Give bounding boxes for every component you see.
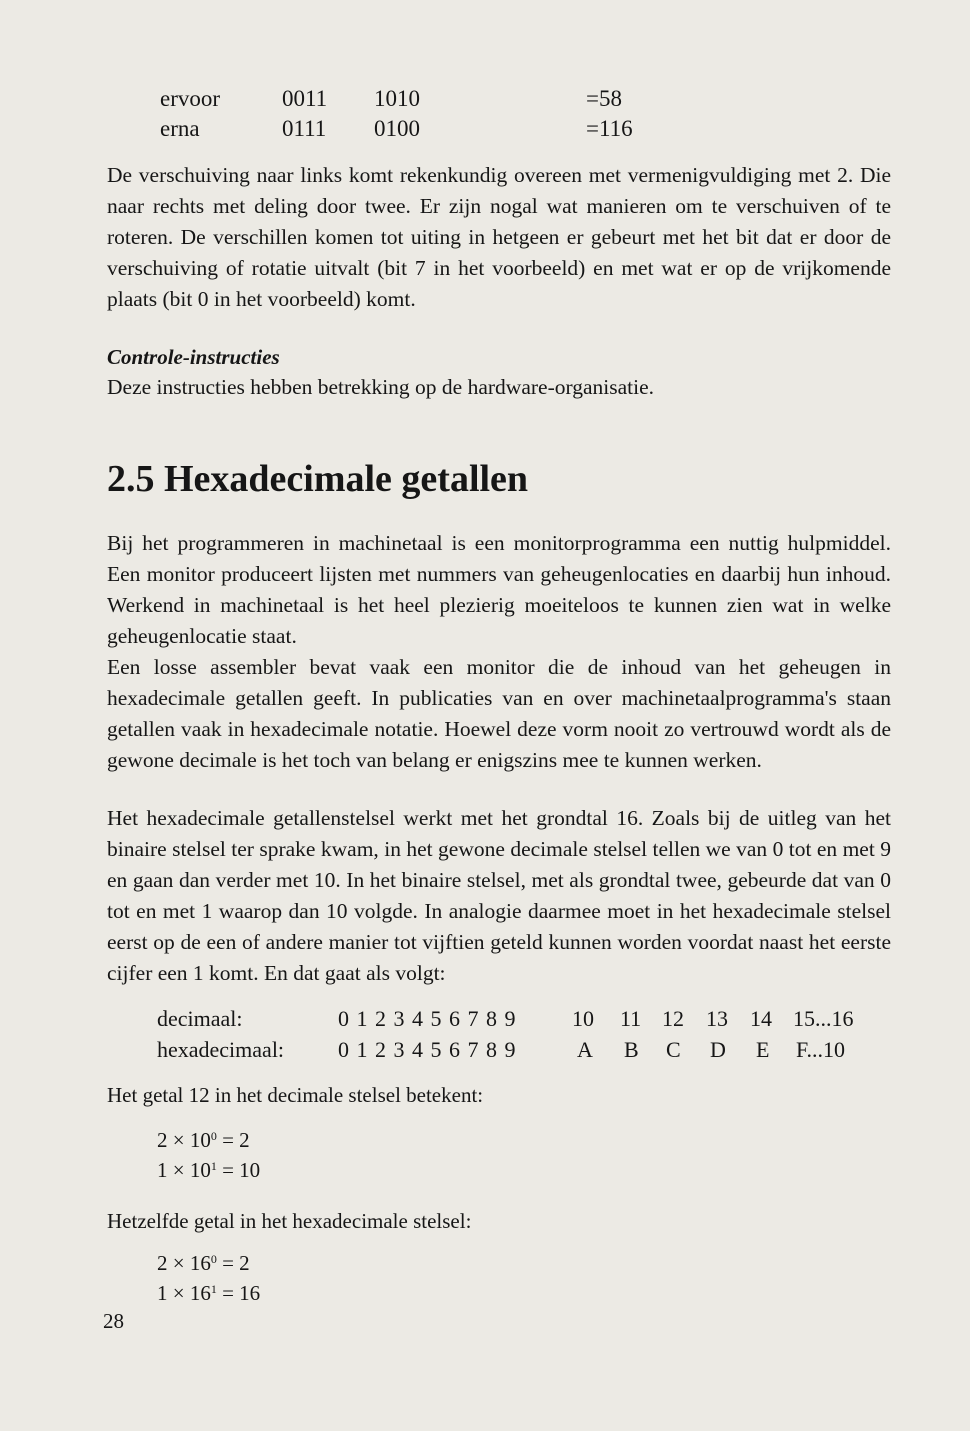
hex-digits: 0 1 2 3 4 5 6 7 8 9 xyxy=(338,1037,517,1062)
shift-result: =58 xyxy=(586,86,622,111)
decimal-cell: 14 xyxy=(750,1006,772,1031)
hex-cell: F...10 xyxy=(796,1037,845,1062)
hex-cell: E xyxy=(756,1037,770,1062)
decimal-cell: 10 xyxy=(572,1006,594,1031)
hex-cell: A xyxy=(577,1037,593,1062)
shift-label-before: ervoor xyxy=(160,86,221,111)
formula-exponent: 0 xyxy=(210,1129,217,1143)
formula-base: 2 × 10 xyxy=(157,1128,211,1152)
page-number: 28 xyxy=(103,1309,124,1333)
hex-example-intro: Hetzelfde getal in het hexadecimale stelsel: xyxy=(107,1209,472,1233)
shift-nibble-high: 0111 xyxy=(282,116,327,141)
hex-cell: C xyxy=(666,1037,681,1062)
section-paragraph-3: Het hexadecimale getallenstelsel werkt met het grondtal 16. Zoals bij de uitleg van het binaire stelsel ter sprake kwam, in het gewone decimale stelsel tellen we van 0 tot en met 9 en gaan dan verder met 10. In het binaire stelsel, met als grondtal twee, gebeurde dat van 0 tot en met 1 waarop dan 10 volgde. In analogie daarmee moet in het hexadecimale stelsel eerst op de een of andere manier tot vijftien geteld kunnen worden voordat naast het eerste cijfer een 1 komt. En dat gaat als volgt: xyxy=(107,806,891,985)
section-paragraph-2: Een losse assembler bevat vaak een monitor die de inhoud van het geheugen in hexadecimale getallen geeft. In publicaties van en over machinetaalprogramma's staan getallen vaak in hexadecimale notatie. Hoewel deze vorm nooit zo vertrouwd wordt als de gewone decimale is het toch van belang er enigszins mee te kunnen werken. xyxy=(107,655,891,772)
shift-nibble-low: 1010 xyxy=(374,86,420,111)
shift-label-after: erna xyxy=(160,116,200,141)
formula-exponent: 1 xyxy=(210,1282,217,1296)
decimal-cell: 12 xyxy=(662,1006,684,1031)
shift-nibble-high: 0011 xyxy=(282,86,328,111)
hex-cell: B xyxy=(624,1037,639,1062)
decimal-row-label: decimaal: xyxy=(157,1006,243,1031)
subsection-heading: Controle-instructies xyxy=(107,345,280,369)
section-title: 2.5 Hexadecimale getallen xyxy=(107,458,529,500)
section-paragraph-1: Bij het programmeren in machinetaal is een monitorprogramma een nuttig hulpmiddel. Een monitor produceert lijsten met nummers van geheugenlocaties en daarbij hun inhoud. Werkend in machinetaal is het heel plezierig moeiteloos te kunnen zien wat in welke geheugenlocatie staat. xyxy=(107,531,891,648)
formula-result: = 10 xyxy=(222,1158,261,1182)
formula-result: = 2 xyxy=(222,1128,250,1152)
formula-base: 2 × 16 xyxy=(157,1251,211,1275)
decimal-formula-line xyxy=(157,1155,260,1185)
formula-exponent: 0 xyxy=(210,1252,217,1266)
shift-result: =116 xyxy=(586,116,633,141)
hex-row-label: hexadecimaal: xyxy=(157,1037,285,1062)
formula-exponent: 1 xyxy=(210,1159,217,1173)
decimal-formula-line xyxy=(157,1125,250,1155)
decimal-digits: 0 1 2 3 4 5 6 7 8 9 xyxy=(338,1006,517,1031)
decimal-cell: 11 xyxy=(620,1006,642,1031)
hex-formula-line xyxy=(157,1248,250,1278)
decimal-example-intro: Het getal 12 in het decimale stelsel betekent: xyxy=(107,1083,484,1107)
formula-base: 1 × 10 xyxy=(157,1158,211,1182)
decimal-cell: 13 xyxy=(706,1006,728,1031)
hex-formula-line xyxy=(157,1278,260,1308)
formula-result: = 16 xyxy=(222,1281,261,1305)
formula-base: 1 × 16 xyxy=(157,1281,211,1305)
hex-cell: D xyxy=(710,1037,726,1062)
shift-nibble-low: 0100 xyxy=(374,116,420,141)
control-paragraph: Deze instructies hebben betrekking op de hardware-organisatie. xyxy=(107,375,655,399)
decimal-cell: 15...16 xyxy=(793,1006,854,1031)
shift-paragraph: De verschuiving naar links komt rekenkundig overeen met vermenigvuldiging met 2. Die naar rechts met deling door twee. Er zijn nogal wat manieren om te verschuiven of te roteren. De verschillen komen tot uiting in hetgeen er gebeurt met het bit dat er door de verschuiving of rotatie uitvalt (bit 7 in het voorbeeld) en met wat er op de vrijkomende plaats (bit 0 in het voorbeeld) komt. xyxy=(107,163,891,311)
formula-result: = 2 xyxy=(222,1251,250,1275)
